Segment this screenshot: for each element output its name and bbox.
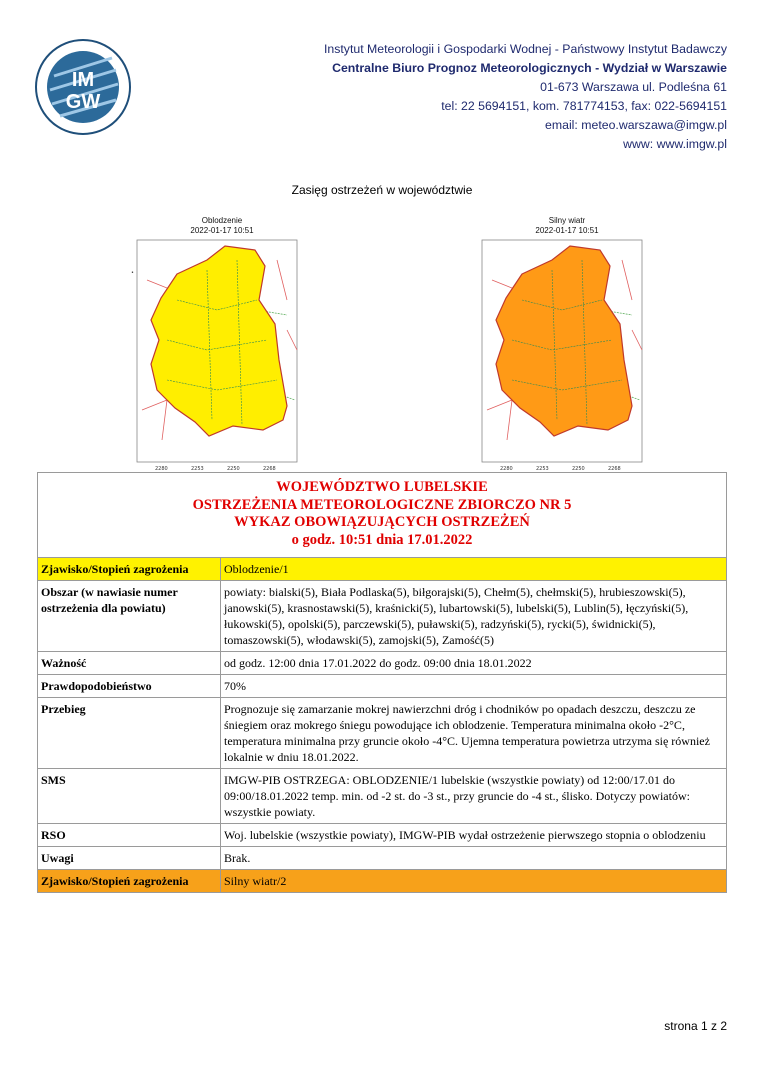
row-label: Uwagi <box>38 847 221 870</box>
map-graphic <box>131 240 307 472</box>
table-row <box>38 558 727 581</box>
bureau-name: Centralne Biuro Prognoz Meteorologicznych - Wydział w Warszawie <box>332 61 727 75</box>
row-value: Brak. <box>221 847 727 870</box>
row-value: Silny wiatr/2 <box>221 870 727 893</box>
row-value: powiaty: bialski(5), Biała Podlaska(5), biłgorajski(5), Chełm(5), chełmski(5), hrubieszowski(5), janowski(5), krasnostawski(5), kraśnicki(5), lubartowski(5), lubelski(5), Lublin(5), łęczyński(5), łukowski(5), opolski(5), parczewski(5), puławski(5), radzyński(5), rycki(5), świdnicki(5), tomaszowski(5), włodawski(5), zamojski(5), Zamość(5) <box>221 581 727 652</box>
row-label: RSO <box>38 824 221 847</box>
table-row <box>38 847 727 870</box>
map-graphic <box>482 240 652 470</box>
institute-header <box>324 40 727 154</box>
website[interactable]: www: www.imgw.pl <box>623 137 727 151</box>
phone: tel: 22 5694151, kom. 781774153, fax: 022-5694151 <box>441 99 727 113</box>
imgw-logo <box>34 38 132 136</box>
row-value: Woj. lubelskie (wszystkie powiaty), IMGW-PIB wydał ostrzeżenie pierwszego stopnia o oblodzeniu <box>221 824 727 847</box>
page-number: strona 1 z 2 <box>664 1019 727 1033</box>
map-date: 2022-01-17 10:51 <box>535 226 599 235</box>
row-label: Przebieg <box>38 698 221 769</box>
tick-label: 2250 <box>572 466 585 472</box>
svg-text:IM: IM <box>71 69 95 91</box>
row-value: od godz. 12:00 dnia 17.01.2022 do godz. 09:00 dnia 18.01.2022 <box>221 652 727 675</box>
tick-label: 2253 <box>536 466 549 472</box>
tick-label: 2268 <box>263 466 276 472</box>
tick-label: 2250 <box>227 466 240 472</box>
email[interactable]: email: meteo.warszawa@imgw.pl <box>545 118 727 132</box>
table-row <box>38 824 727 847</box>
table-row <box>38 769 727 824</box>
map-date: 2022-01-17 10:51 <box>190 226 254 235</box>
row-value: 70% <box>221 675 727 698</box>
map-silny-wiatr <box>482 216 652 472</box>
svg-text:•: • <box>131 270 134 276</box>
table-row <box>38 870 727 893</box>
warning-time: o godz. 10:51 dnia 17.01.2022 <box>291 531 473 548</box>
row-value: Oblodzenie/1 <box>221 558 727 581</box>
row-label: Zjawisko/Stopień zagrożenia <box>38 558 221 581</box>
row-value: Prognozuje się zamarzanie mokrej nawierzchni dróg i chodników po opadach deszczu, deszczu ze śniegiem oraz mokrego śniegu powodujące ich oblodzenie. Temperatura minimalna około -2°C, temperatura minimalna przy gruncie około -4°C. Ujemna temperatura powietrza utrzyma się również lokalnie w dniu 18.01.2022. <box>221 698 727 769</box>
tick-label: 2268 <box>608 466 621 472</box>
svg-text:GW: GW <box>65 91 101 113</box>
warning-list-title: WYKAZ OBOWIĄZUJĄCYCH OSTRZEŻEŃ <box>234 514 530 530</box>
tick-label: 2253 <box>191 466 204 472</box>
table-row <box>38 581 727 652</box>
row-label: Obszar (w nawiasie numer ostrzeżenia dla powiatu) <box>38 581 221 652</box>
table-row <box>38 675 727 698</box>
map-caption: Oblodzenie <box>201 216 243 225</box>
row-value: IMGW-PIB OSTRZEGA: OBLODZENIE/1 lubelskie (wszystkie powiaty) od 12:00/17.01 do 09:00/18.01.2022 temp. min. od -2 st. do -3 st., przy gruncie do -4 st., ślisko. Dotyczy powiatów: wszystkie powiaty. <box>221 769 727 824</box>
map-caption: Silny wiatr <box>548 216 586 225</box>
row-label: SMS <box>38 769 221 824</box>
row-label: Ważność <box>38 652 221 675</box>
warning-header-row <box>38 473 727 558</box>
institute-name: Instytut Meteorologii i Gospodarki Wodnej - Państwowy Instytut Badawczy <box>323 42 727 56</box>
table-row <box>38 698 727 769</box>
warning-header <box>38 473 727 558</box>
table-row <box>38 652 727 675</box>
tick-label: 2280 <box>155 466 168 472</box>
warning-table <box>37 472 727 893</box>
row-label: Prawdopodobieństwo <box>38 675 221 698</box>
tick-label: 2280 <box>500 466 513 472</box>
row-label: Zjawisko/Stopień zagrożenia <box>38 870 221 893</box>
address: 01-673 Warszawa ul. Podleśna 61 <box>540 80 727 94</box>
section-title: Zasięg ostrzeżeń w województwie <box>291 183 473 197</box>
warning-title: WOJEWÓDZTWO LUBELSKIE <box>276 479 488 495</box>
warning-subtitle: OSTRZEŻENIA METEOROLOGICZNE ZBIORCZO NR 5 <box>192 496 572 513</box>
map-oblodzenie <box>131 216 307 472</box>
